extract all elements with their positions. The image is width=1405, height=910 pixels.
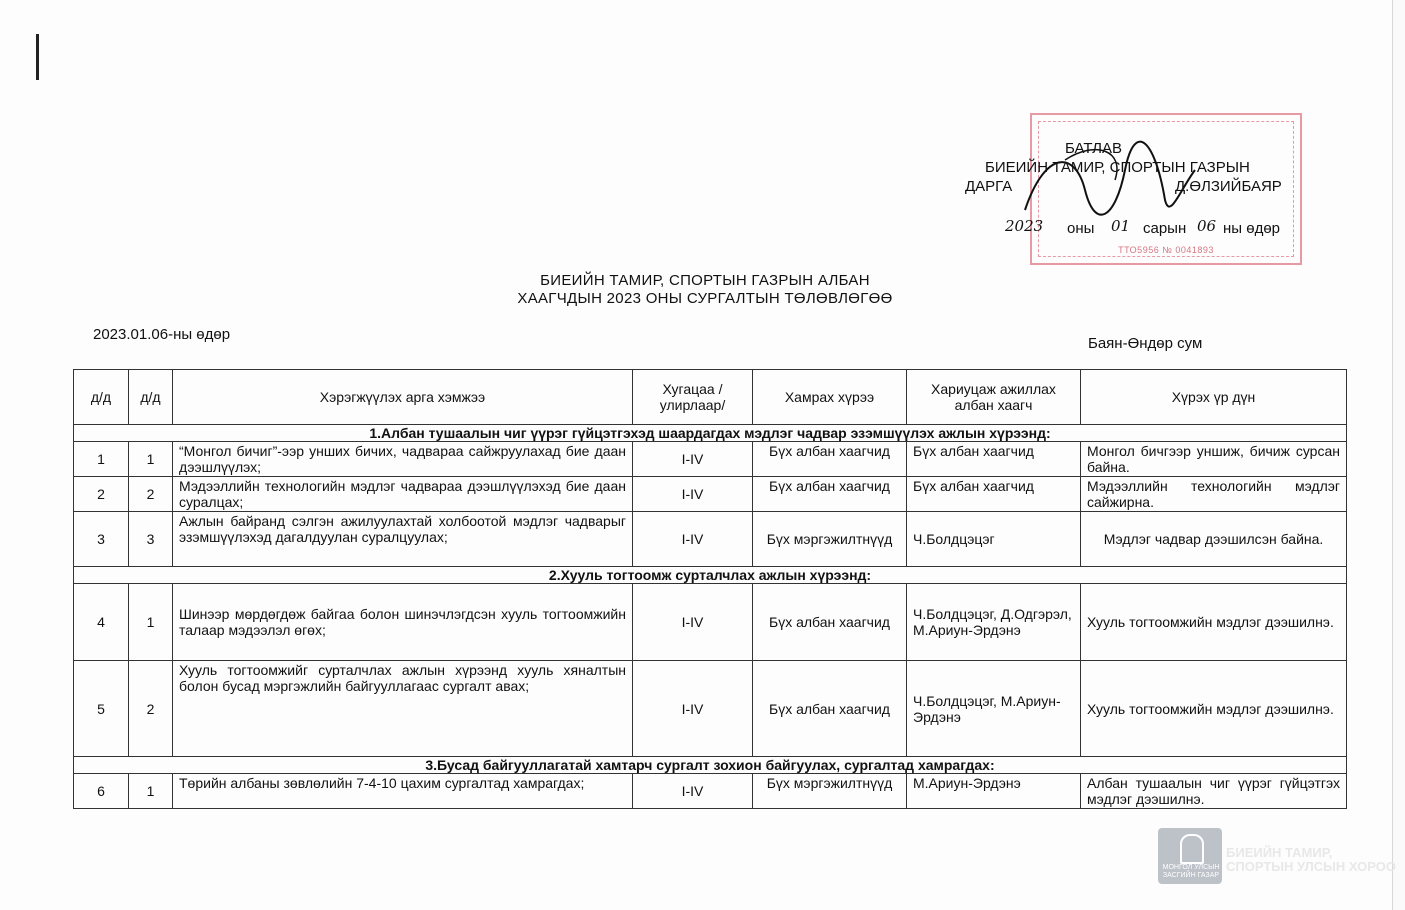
section-title: 1.Албан тушаалын чиг үүрэг гүйцэтгэхэд шаардагдах мэдлэг чадвар эзэмшүүлэх ажлын хүрээнд: [74, 425, 1347, 442]
row-responsible: Ч.Болдцэцэг [907, 512, 1081, 567]
row-responsible: Ч.Болдцэцэг, Д.Одгэрэл, М.Ариун-Эрдэнэ [907, 584, 1081, 661]
table-row [74, 442, 1347, 477]
header-period: Хугацаа /улирлаар/ [633, 370, 753, 425]
title-line-1: БИЕИЙН ТАМИР, СПОРТЫН ГАЗРЫН АЛБАН [540, 272, 870, 289]
row-number: 2 [74, 477, 129, 512]
row-period: I-IV [633, 661, 753, 757]
header-scope: Хамрах хүрээ [753, 370, 907, 425]
header-result: Хүрэх үр дүн [1081, 370, 1347, 425]
row-responsible: Бүх албан хаагчид [907, 442, 1081, 477]
approval-organization: БИЕИЙН ТАМИР, СПОРТЫН ГАЗРЫН [985, 159, 1250, 176]
row-scope: Бүх албан хаагчид [753, 442, 907, 477]
row-sub-number: 1 [129, 774, 173, 809]
row-result: Мэдлэг чадвар дээшилсэн байна. [1081, 512, 1347, 567]
row-period: I-IV [633, 584, 753, 661]
row-scope: Бүх албан хаагчид [753, 584, 907, 661]
table-header-row [74, 370, 1347, 425]
row-action: Мэдээллийн технологийн мэдлэг чадвараа дээшлүүлэхэд бие даан суралцах; [173, 477, 633, 512]
row-sub-number: 1 [129, 442, 173, 477]
approval-heading: БАТЛАВ [1065, 140, 1123, 157]
section-title: 2.Хууль тогтоомж сурталчлах ажлын хүрээнд: [74, 567, 1347, 584]
row-scope: Бүх мэргэжилтнүүд [753, 774, 907, 809]
row-sub-number: 1 [129, 584, 173, 661]
approval-date-month: 01 [1111, 217, 1131, 235]
row-sub-number: 3 [129, 512, 173, 567]
emblem-shape [1180, 834, 1204, 864]
approval-date-day-suffix: ны өдөр [1223, 220, 1281, 237]
table-row [74, 512, 1347, 567]
watermark-organization: БИЕИЙН ТАМИР, СПОРТЫН УЛСЫН ХОРОО [1226, 845, 1397, 874]
row-number: 6 [74, 774, 129, 809]
table-row [74, 661, 1347, 757]
row-result: Хууль тогтоомжийн мэдлэг дээшилнэ. [1081, 584, 1347, 661]
organization-watermark [1158, 828, 1398, 888]
header-responsible: Хариуцаж ажиллах албан хаагч [907, 370, 1081, 425]
training-plan-table [73, 369, 1347, 809]
row-action: Шинээр мөрдөгдөж байгаа болон шинэчлэгдсэн хууль тогтоомжийн талаар мэдээлэл өгөх; [173, 584, 633, 661]
table-row [74, 584, 1347, 661]
row-action: “Монгол бичиг”-ээр унших бичих, чадвараа сайжруулахад бие даан дээшлүүлэх; [173, 442, 633, 477]
header-action: Хэрэгжүүлэх арга хэмжээ [173, 370, 633, 425]
header-number: д/д [74, 370, 129, 425]
state-emblem-icon [1158, 828, 1222, 884]
header-sub-number: д/д [129, 370, 173, 425]
approval-signer-name: Д.ӨЛЗИЙБАЯР [1175, 178, 1282, 195]
document-place: Баян-Өндөр сум [1088, 335, 1203, 352]
row-number: 5 [74, 661, 129, 757]
approval-date-month-suffix: сарын [1143, 220, 1187, 237]
row-period: I-IV [633, 477, 753, 512]
row-period: I-IV [633, 442, 753, 477]
row-responsible: Бүх албан хаагчид [907, 477, 1081, 512]
approval-position: ДАРГА [965, 178, 1013, 195]
section-row [74, 425, 1347, 442]
row-action: Ажлын байранд сэлгэн ажилуулахтай холбоотой мэдлэг чадварыг эзэмшүүлэхэд дагалдуулан суралцуулах; [173, 512, 633, 567]
row-scope: Бүх мэргэжилтнүүд [753, 512, 907, 567]
approval-date-year-suffix: оны [1067, 220, 1095, 237]
row-scope: Бүх албан хаагчид [753, 477, 907, 512]
row-result: Мэдээллийн технологийн мэдлэг сайжирна. [1081, 477, 1347, 512]
row-responsible: М.Ариун-Эрдэнэ [907, 774, 1081, 809]
watermark-government: МОНГОЛ УЛСЫН ЗАСГИЙН ГАЗАР [1162, 864, 1220, 879]
row-sub-number: 2 [129, 477, 173, 512]
section-row [74, 567, 1347, 584]
row-result: Монгол бичгээр уншиж, бичиж сурсан байна. [1081, 442, 1347, 477]
row-responsible: Ч.Болдцэцэг, М.Ариун-Эрдэнэ [907, 661, 1081, 757]
section-row [74, 757, 1347, 774]
row-action: Төрийн албаны зөвлөлийн 7-4-10 цахим сургалтад хамрагдах; [173, 774, 633, 809]
row-action: Хууль тогтоомжийг сурталчлах ажлын хүрээнд хууль хяналтын болон бусад мэргэжлийн байгууллагаас сургалт авах; [173, 661, 633, 757]
row-result: Албан тушаалын чиг үүрэг гүйцэтгэх мэдлэг дээшилнэ. [1081, 774, 1347, 809]
document-date: 2023.01.06-ны өдөр [93, 326, 231, 343]
table-row [74, 774, 1347, 809]
document-title [400, 272, 1010, 308]
scan-edge-mark [36, 34, 39, 80]
stamp-serial: ТТО5956 № 0041893 [1118, 245, 1214, 255]
title-line-2: ХААГЧДЫН 2023 ОНЫ СУРГАЛТЫН ТӨЛӨВЛӨГӨӨ [517, 290, 893, 307]
row-period: I-IV [633, 774, 753, 809]
approval-date-year: 2023 [1005, 217, 1044, 235]
row-period: I-IV [633, 512, 753, 567]
row-scope: Бүх албан хаагчид [753, 661, 907, 757]
row-sub-number: 2 [129, 661, 173, 757]
table-row [74, 477, 1347, 512]
row-result: Хууль тогтоомжийн мэдлэг дээшилнэ. [1081, 661, 1347, 757]
row-number: 3 [74, 512, 129, 567]
row-number: 4 [74, 584, 129, 661]
section-title: 3.Бусад байгууллагатай хамтарч сургалт зохион байгуулах, сургалтад хамрагдах: [74, 757, 1347, 774]
approval-date-day: 06 [1197, 217, 1217, 235]
row-number: 1 [74, 442, 129, 477]
